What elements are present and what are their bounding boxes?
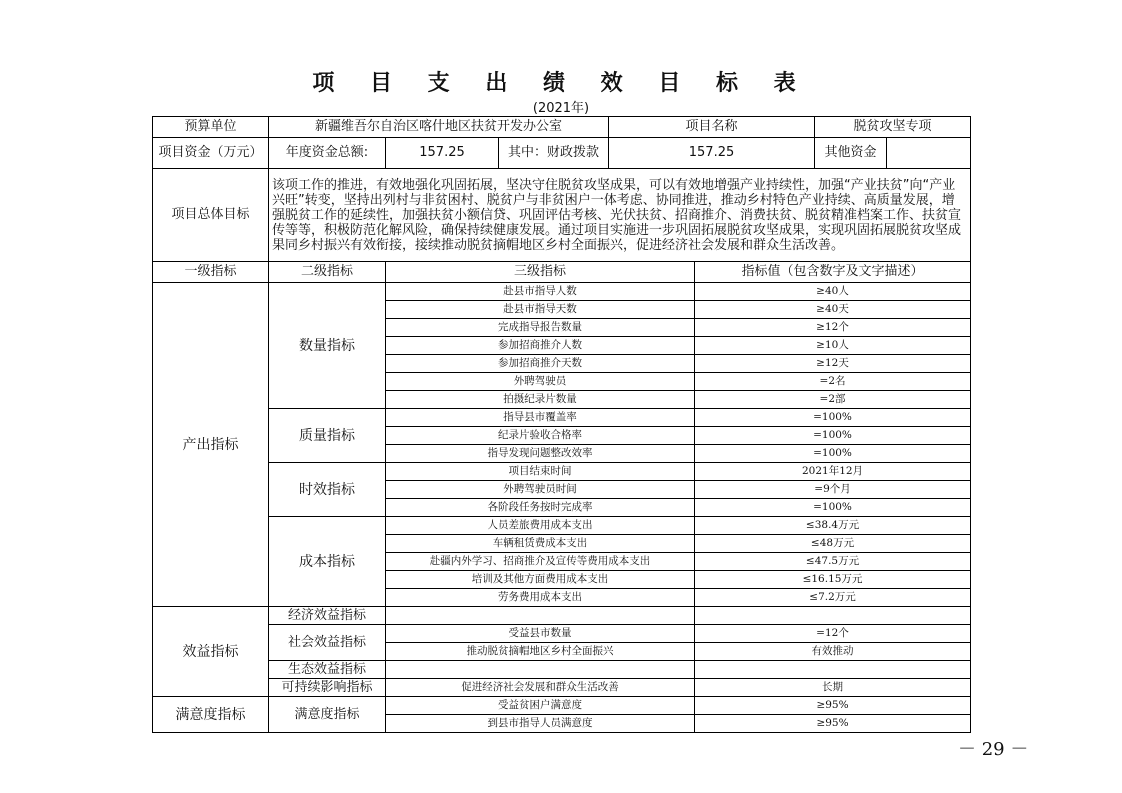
level1-benefit: 效益指标 xyxy=(153,607,269,697)
value-cell: =9个月 xyxy=(695,481,971,499)
other-funds-value xyxy=(887,138,971,169)
value-cell: =100% xyxy=(695,499,971,517)
value-cell: 长期 xyxy=(695,679,971,697)
indicator-cell: 参加招商推介人数 xyxy=(386,337,695,355)
page-title: 项 目 支 出 绩 效 目 标 表 xyxy=(312,71,810,96)
budget-unit-label: 预算单位 xyxy=(153,117,269,138)
indicator-cell: 外聘驾驶员时间 xyxy=(386,481,695,499)
indicator-cell: 受益县市数量 xyxy=(386,625,695,643)
indicator-cell: 外聘驾驶员 xyxy=(386,373,695,391)
value-cell: =2名 xyxy=(695,373,971,391)
indicator-cell xyxy=(386,661,695,679)
value-cell: ≤48万元 xyxy=(695,535,971,553)
value-cell: ≥40天 xyxy=(695,301,971,319)
funds-label: 项目资金（万元） xyxy=(153,138,269,169)
indicator-cell: 人员差旅费用成本支出 xyxy=(386,517,695,535)
indicator-cell xyxy=(386,607,695,625)
year-label: (2021年) xyxy=(532,101,590,116)
indicator-cell: 项目结束时间 xyxy=(386,463,695,481)
indicator-cell: 劳务费用成本支出 xyxy=(386,589,695,607)
budget-unit-value: 新疆维吾尔自治区喀什地区扶贫开发办公室 xyxy=(269,117,609,138)
project-name-value: 脱贫攻坚专项 xyxy=(815,117,971,138)
indicator-cell: 各阶段任务按时完成率 xyxy=(386,499,695,517)
value-cell: ≤7.2万元 xyxy=(695,589,971,607)
value-cell: ≥40人 xyxy=(695,283,971,301)
level2-sustainable: 可持续影响指标 xyxy=(269,679,386,697)
indicator-cell: 赴疆内外学习、招商推介及宣传等费用成本支出 xyxy=(386,553,695,571)
indicator-cell: 赴县市指导人数 xyxy=(386,283,695,301)
table-row xyxy=(153,517,971,535)
goal-text: 该项工作的推进，有效地强化巩固拓展，坚决守住脱贫攻坚成果，可以有效地增强产业持续性，加强“产业扶贫”向“产业兴旺”转变，坚持出列村与非贫困村、脱贫户与非贫困户一体考虑、协同推进，推动乡村特色产业持续、高质量发展，增强脱贫工作的延续性，加强扶贫小额信贷、巩固评估考核、光伏扶贫、招商推介、消费扶贫、脱贫精准档案工作、扶贫宣传等等，积极防范化解风险，确保持续健康发展。通过项目实施进一步巩固拓展脱贫攻坚成果，实现巩固拓展脱贫攻坚成果同乡村振兴有效衔接，接续推动脱贫摘帽地区乡村全面振兴，促进经济社会发展和群众生活改善。 xyxy=(269,169,971,262)
column-header-row xyxy=(153,262,971,283)
project-name-label: 项目名称 xyxy=(609,117,815,138)
indicator-cell: 参加招商推介天数 xyxy=(386,355,695,373)
indicator-cell: 指导发现问题整改效率 xyxy=(386,445,695,463)
value-cell: 有效推动 xyxy=(695,643,971,661)
level2-social: 社会效益指标 xyxy=(269,625,386,661)
col-value-header: 指标值（包含数字及文字描述） xyxy=(695,262,971,283)
other-funds-label: 其他资金 xyxy=(815,138,887,169)
goal-label: 项目总体目标 xyxy=(153,169,269,262)
col-level1-header: 一级指标 xyxy=(153,262,269,283)
indicator-cell: 推动脱贫摘帽地区乡村全面振兴 xyxy=(386,643,695,661)
table-row xyxy=(153,283,971,301)
indicator-cell: 拍摄纪录片数量 xyxy=(386,391,695,409)
indicator-cell: 完成指导报告数量 xyxy=(386,319,695,337)
level2-quantity: 数量指标 xyxy=(269,283,386,409)
value-cell: ≥10人 xyxy=(695,337,971,355)
indicator-cell: 纪录片验收合格率 xyxy=(386,427,695,445)
table-row xyxy=(153,463,971,481)
value-cell: ≤16.15万元 xyxy=(695,571,971,589)
page-number: － 29 － xyxy=(958,739,1029,760)
budget-unit-row xyxy=(153,117,971,138)
level2-ecological: 生态效益指标 xyxy=(269,661,386,679)
value-cell: ≤47.5万元 xyxy=(695,553,971,571)
level2-economic: 经济效益指标 xyxy=(269,607,386,625)
indicator-cell: 到县市指导人员满意度 xyxy=(386,715,695,733)
value-cell: =100% xyxy=(695,409,971,427)
level1-satisfaction: 满意度指标 xyxy=(153,697,269,733)
value-cell: =2部 xyxy=(695,391,971,409)
level2-satisfaction: 满意度指标 xyxy=(269,697,386,733)
value-cell: =100% xyxy=(695,427,971,445)
level2-cost: 成本指标 xyxy=(269,517,386,607)
value-cell xyxy=(695,661,971,679)
value-cell: ≥95% xyxy=(695,697,971,715)
table-row xyxy=(153,625,971,643)
goal-row xyxy=(153,169,971,262)
table-row xyxy=(153,409,971,427)
level1-output: 产出指标 xyxy=(153,283,269,607)
fiscal-funds-value: 157.25 xyxy=(609,138,815,169)
value-cell xyxy=(695,607,971,625)
indicator-cell: 指导县市覆盖率 xyxy=(386,409,695,427)
table-row xyxy=(153,697,971,715)
indicator-cell: 赴县市指导天数 xyxy=(386,301,695,319)
funds-row xyxy=(153,138,971,169)
col-level3-header: 三级指标 xyxy=(386,262,695,283)
value-cell: 2021年12月 xyxy=(695,463,971,481)
table-row xyxy=(153,661,971,679)
indicator-cell: 促进经济社会发展和群众生活改善 xyxy=(386,679,695,697)
indicator-cell: 车辆租赁费成本支出 xyxy=(386,535,695,553)
indicator-cell: 培训及其他方面费用成本支出 xyxy=(386,571,695,589)
level2-quality: 质量指标 xyxy=(269,409,386,463)
value-cell: ≥95% xyxy=(695,715,971,733)
value-cell: ≤38.4万元 xyxy=(695,517,971,535)
col-level2-header: 二级指标 xyxy=(269,262,386,283)
table-row xyxy=(153,679,971,697)
value-cell: ≥12天 xyxy=(695,355,971,373)
annual-total-label: 年度资金总额: xyxy=(269,138,386,169)
level2-timeliness: 时效指标 xyxy=(269,463,386,517)
indicator-cell: 受益贫困户满意度 xyxy=(386,697,695,715)
value-cell: =12个 xyxy=(695,625,971,643)
performance-target-table xyxy=(152,116,971,733)
value-cell: ≥12个 xyxy=(695,319,971,337)
table-row xyxy=(153,607,971,625)
value-cell: =100% xyxy=(695,445,971,463)
fiscal-funds-label: 其中：财政拨款 xyxy=(499,138,609,169)
annual-total-value: 157.25 xyxy=(386,138,499,169)
